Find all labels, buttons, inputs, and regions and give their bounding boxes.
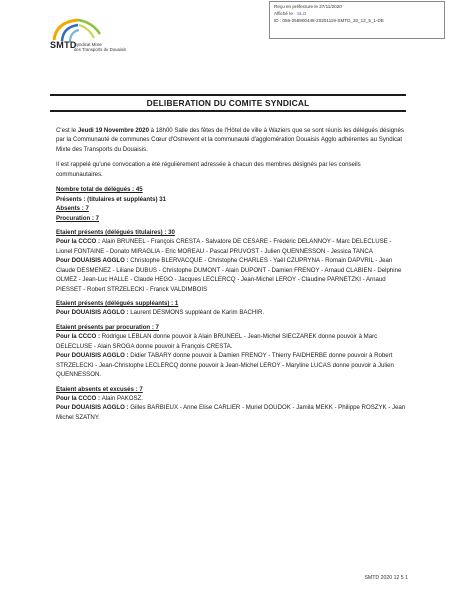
- meeting-date: Jeudi 19 Novembre 2020: [77, 127, 149, 134]
- absents-heading: Etaient absents et excusés : 7: [56, 385, 143, 393]
- document-body: [56, 126, 406, 422]
- stat-absents: Absents : 7: [56, 205, 89, 213]
- intro-prefix: C'est le: [56, 127, 78, 134]
- stat-procuration: Procuration : 7: [56, 214, 100, 222]
- stat-presents: Présents : (titulaires et suppléants) 31: [56, 195, 167, 203]
- ccco-names: Alain BRUNEEL - François CRESTA - Salvatore DE CESARE - Frédéric DELANNOY - Marc DELECLUSE - Lionel FONTAINE - Donato MIRAGLIA - Eric MOREAU - Pascal PRUVOST - Julien QUENNESSON - Jessica TANCA: [56, 238, 392, 255]
- logo-subtitle-line-2: des Transports du Douaisis: [74, 47, 127, 53]
- suppleants-douaisis: [56, 308, 406, 317]
- absents-douaisis-text: Gilles BARBIEUX - Anne Elise CARLIER - Muriel DOUDOK - Jamila MEKK - Philippe ROSZYK - Jean Michel SZATNY.: [56, 404, 406, 421]
- procuration-ccco-text: Rodrigue LEBLAN donne pouvoir à Alain BRUNEEL - Jean-Michel SIECZAREK donne pouvoir à Marc DELECLUSE - Alain SROGA donne pouvoir à François CRESTA.: [56, 333, 378, 350]
- douaisis-label: Pour DOUAISIS AGGLO :: [56, 257, 131, 265]
- procuration-douaisis-text: Didier TABARY donne pouvoir à Damien FRENOY - Thierry FAIDHERBE donne pouvoir à Robert STRZELECKI - Jean-Christophe LECLERCQ donne pouvoir à Jean-Michel LEROY - Maryline LUCAS donne pouvoir à Julien QUENNESSON.: [56, 352, 394, 379]
- absents-ccco: [56, 394, 406, 403]
- document-title: DELIBERATION DU COMITE SYNDICAL: [50, 94, 406, 112]
- stamp-received-line: Reçu en préfecture le 27/11/2020: [274, 4, 342, 9]
- prefecture-stamp: [269, 1, 445, 39]
- procuration-heading: Etaient présents par procuration : 7: [56, 323, 159, 331]
- douaisis-names: Christophe BLERVACQUE - Christophe CHARLES - Yaël CZUPRYNA - Romain DAPVRIL - Jean Claude DESMENEZ - Liliane DUBUS - Christophe DUMONT - Alain DUPONT - Damien FRENOY - Arnaud CLABIEN - Delphine OLMEZ - Jean-Luc HALLE - Claude HEGO - Jacques LECLERCQ - Jean-Michel LEROY - Claudine PARNETZKI - Arnaud PIESSET - Robert STRZELECKI - Franck VALDIMBOIS: [56, 257, 402, 293]
- absents-douaisis: [56, 403, 406, 422]
- logo-subtitle: [74, 42, 154, 53]
- titulaires-ccco: [56, 237, 406, 256]
- procuration-ccco: [56, 332, 406, 351]
- titulaires-douaisis: [56, 256, 406, 294]
- intro-rest: à 18h00 Salle des fêtes de l'Hôtel de ville à Waziers que se sont réunis les délégués désignés par la Communauté de communes Cœur d'Ostrevent et la communauté d'agglomération Douaisis Agglo adhérentes au Syndicat Mixte des Transports du Douaisis.: [56, 127, 404, 153]
- logo-subtitle-line-1: Syndicat Mixte: [74, 42, 102, 47]
- titulaires-heading: Etaient présents (délégués titulaires) : 30: [56, 228, 175, 236]
- procuration-douaisis: [56, 351, 406, 379]
- stat-total-delegates: Nombre total de délégués : 45: [56, 186, 143, 194]
- ccco-label: Pour la CCCO :: [56, 394, 102, 402]
- douaisis-label: Pour DOUAISIS AGGLO :: [56, 352, 131, 360]
- ccco-label: Pour la CCCO :: [56, 333, 102, 341]
- stamp-slo-mark: SLO: [296, 10, 307, 16]
- douaisis-label: Pour DOUAISIS AGGLO :: [56, 404, 131, 412]
- suppleants-heading: Etaient présents (délégués suppléants) : 1: [56, 300, 179, 307]
- suppleant-text: Laurent DESMONS suppléant de Karim BACHIR.: [130, 309, 265, 317]
- douaisis-label: Pour DOUAISIS AGGLO :: [56, 309, 131, 317]
- stamp-posted-label: Affiché le: [274, 10, 293, 16]
- page-footer: SMTD 2020 12 5 1: [364, 575, 408, 581]
- convocation-paragraph: Il est rappelé qu'une convocation a été régulièrement adressée à chacun des membres désignés par les conseils communautaires.: [56, 161, 361, 178]
- absents-ccco-text: Alain PAKOSZ.: [101, 394, 143, 402]
- intro-paragraph: [56, 126, 406, 154]
- logo-wordmark: SMTD: [50, 40, 77, 50]
- stamp-posted-line: [274, 11, 440, 18]
- stamp-id-line: ID : 059-255900448-20201119-SMTD_20_12_5_1-DE: [274, 17, 384, 23]
- ccco-label: Pour la CCCO :: [56, 238, 102, 246]
